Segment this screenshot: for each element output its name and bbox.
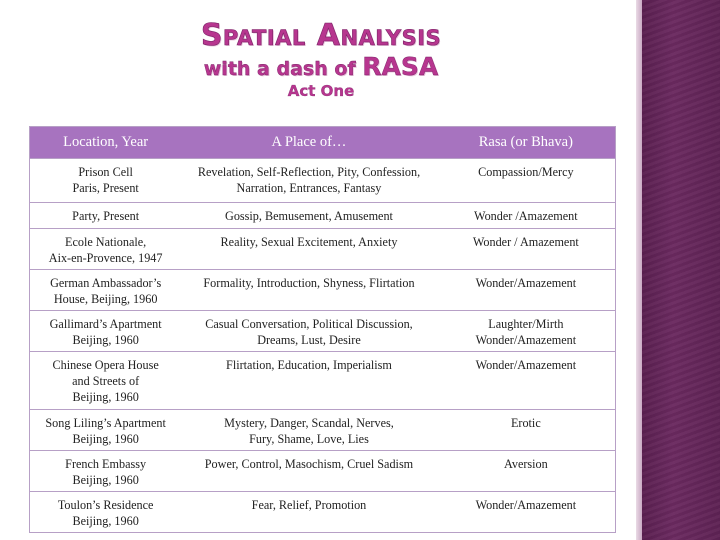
header-rasa: Rasa (or Bhava): [437, 127, 616, 159]
location-cell-line: Gallimard’s Apartment: [49, 317, 162, 331]
table-row: [30, 451, 616, 492]
rasa-cell-line: Wonder / Amazement: [472, 235, 579, 249]
place-cell-line: Fear, Relief, Promotion: [251, 498, 367, 512]
location-cell-line: House, Beijing, 1960: [53, 292, 158, 306]
header-location: Location, Year: [30, 127, 182, 159]
rasa-cell-line: Wonder /Amazement: [474, 209, 578, 223]
table-row: [30, 203, 616, 229]
rasa-cell: [437, 229, 616, 270]
subtitle-prefix: with a dash of: [203, 58, 363, 80]
table-row: [30, 311, 616, 352]
rasa-cell-line: Aversion: [503, 457, 548, 471]
rasa-cell-line: Erotic: [510, 416, 541, 430]
rasa-cell: [437, 159, 616, 203]
place-cell-line: Fury, Shame, Love, Lies: [249, 432, 369, 446]
location-cell-line: Toulon’s Residence: [57, 498, 154, 512]
place-cell-line: Dreams, Lust, Desire: [257, 333, 361, 347]
place-cell-line: Mystery, Danger, Scandal, Nerves,: [224, 416, 394, 430]
rasa-table: [29, 126, 616, 533]
decorative-side-panel: [642, 0, 720, 540]
location-cell-line: and Streets of: [72, 374, 140, 388]
location-cell-line: Ecole Nationale,: [65, 235, 147, 249]
place-cell: [181, 451, 436, 492]
rasa-cell-line: Laughter/Mirth: [488, 317, 564, 331]
rasa-cell: [437, 451, 616, 492]
table-header-row: [30, 127, 616, 159]
table-row: [30, 410, 616, 451]
place-cell: [181, 203, 436, 229]
location-cell: [30, 451, 182, 492]
location-cell-line: Beijing, 1960: [72, 514, 139, 528]
location-cell: [30, 492, 182, 533]
rasa-cell-line: Wonder/Amazement: [475, 498, 577, 512]
rasa-cell-line: Wonder/Amazement: [475, 333, 577, 347]
place-cell: [181, 492, 436, 533]
header-place: A Place of…: [181, 127, 436, 159]
subtitle-rasa: RASA: [362, 52, 439, 81]
table-row: [30, 229, 616, 270]
location-cell-line: German Ambassador’s: [50, 276, 162, 290]
location-cell: [30, 352, 182, 410]
place-cell-line: Reality, Sexual Excitement, Anxiety: [220, 235, 398, 249]
rasa-cell-line: Compassion/Mercy: [478, 165, 574, 179]
location-cell-line: Beijing, 1960: [72, 432, 139, 446]
location-cell: [30, 159, 182, 203]
table-row: [30, 492, 616, 533]
location-cell: [30, 270, 182, 311]
place-cell: [181, 270, 436, 311]
place-cell-line: Flirtation, Education, Imperialism: [226, 358, 392, 372]
place-cell-line: Formality, Introduction, Shyness, Flirtation: [203, 276, 415, 290]
location-cell-line: Chinese Opera House: [52, 358, 159, 372]
rasa-cell: [437, 410, 616, 451]
location-cell: [30, 311, 182, 352]
place-cell: [181, 311, 436, 352]
rasa-cell: [437, 270, 616, 311]
place-cell-line: Gossip, Bemusement, Amusement: [225, 209, 393, 223]
place-cell: [181, 410, 436, 451]
location-cell: [30, 410, 182, 451]
rasa-cell-line: Wonder/Amazement: [475, 358, 577, 372]
table-body: [30, 159, 616, 533]
location-cell-line: Beijing, 1960: [72, 333, 139, 347]
rasa-cell-line: Wonder/Amazement: [475, 276, 577, 290]
place-cell-line: Revelation, Self-Reflection, Pity, Confession,: [197, 165, 421, 179]
title-spatial-analysis: Spatial Analysis: [200, 18, 442, 53]
location-cell-line: Prison Cell: [78, 165, 133, 179]
place-cell: [181, 229, 436, 270]
slide-title: [0, 18, 642, 100]
rasa-cell: [437, 203, 616, 229]
place-cell-line: Narration, Entrances, Fantasy: [236, 181, 382, 195]
place-cell: [181, 352, 436, 410]
location-cell-line: French Embassy: [65, 457, 147, 471]
table-row: [30, 352, 616, 410]
rasa-cell: [437, 352, 616, 410]
rasa-cell: [437, 492, 616, 533]
place-cell-line: Power, Control, Masochism, Cruel Sadism: [204, 457, 414, 471]
location-cell-line: Beijing, 1960: [72, 473, 139, 487]
title-subtitle: [0, 52, 642, 84]
place-cell: [181, 159, 436, 203]
title-act-one: Act One: [287, 82, 355, 100]
location-cell-line: Beijing, 1960: [72, 390, 139, 404]
location-cell-line: Paris, Present: [72, 181, 139, 195]
location-cell-line: Song Liling’s Apartment: [45, 416, 166, 430]
place-cell-line: Casual Conversation, Political Discussion,: [205, 317, 413, 331]
location-cell-line: Aix-en-Provence, 1947: [48, 251, 163, 265]
table-row: [30, 270, 616, 311]
rasa-cell: [437, 311, 616, 352]
table-row: [30, 159, 616, 203]
location-cell: [30, 229, 182, 270]
location-cell: [30, 203, 182, 229]
location-cell-line: Party, Present: [72, 209, 140, 223]
